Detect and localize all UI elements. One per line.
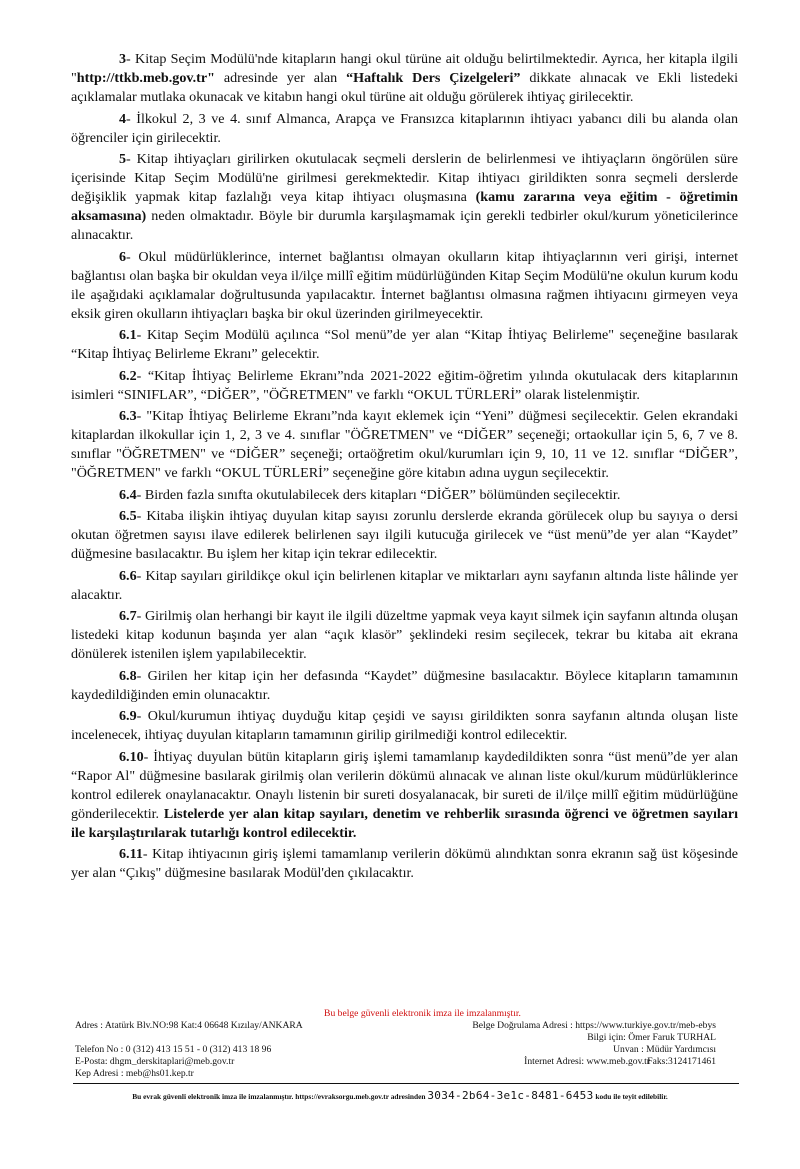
paragraph [71,50,738,107]
paragraph [71,326,738,364]
paragraph-text: - “Kitap İhtiyaç Belirleme Ekranı”nda 2021-2022 eğitim-öğretim yılında okutulacak ders kitaplarının isimleri “SINIFLAR”, “DİĞER”, "ÖĞRETMEN" ve farklı “OKUL TÜRLERİ” olarak listelenmiştir. [71,367,738,403]
paragraph-text: - "Kitap İhtiyaç Belirleme Ekranı”nda kayıt eklemek için “Yeni” düğmesi seçilecektir. Gelen ekrandaki kitaplardan ilkokullar için 1, 2, 3 ve 4. sınıflar "ÖĞRETMEN" ve “DİĞER” seçeneği; ortaokullar için 5, 6, 7 ve 8. sınıflar "ÖĞRETMEN" ve “DİĞER” seçeneği; ortaöğretim okul/kurumları için 9, 10, 11 ve 12. sınıflar “DİĞER”, "ÖĞRETMEN" ve farklı “OKUL TÜRLERİ” seçeneğine göre kitabın adına uygun seçilecektir. [71,408,738,481]
paragraph-text: - Okul/kurumun ihtiyaç duyduğu kitap çeşidi ve sayısı girildikten sonra sayfanın altında oluşan liste incelenecek, ihtiyaç duyulan kitapların tamamının girilip girilmediği kontrol edilecektir. [71,708,738,743]
footer-info-contact: Bilgi için: Ömer Faruk TURHAL [587,1032,716,1043]
paragraph-text: - Kitap sayıları girildikçe okul için belirlenen kitaplar ve miktarları aynı sayfanın altında liste hâlinde yer alacaktır. [71,567,738,603]
paragraph-text: dikkate alınacak ve Ekli listedeki açıklamalar mutlaka okunacak ve kitabın hangi okul türüne ait olduğu görülerek ihtiyaç girilecektir. [71,70,738,105]
paragraph-number: 6.9 [119,708,137,724]
paragraph [71,567,738,605]
paragraph-number: 5 [119,151,127,167]
footer-email: E-Posta: dhgm_derskitaplari@meb.gov.tr [75,1056,235,1067]
footer-address: Adres : Atatürk Blv.NO:98 Kat:4 06648 Kızılay/ANKARA [75,1020,303,1031]
paragraph-number: 6.8 [119,667,137,684]
paragraph-text: neden olmaktadır. Böyle bir durumla karşılaşmamak için gerekli tedbirler okul/kurum yöneticilerince alınacaktır. [71,208,738,243]
footer-divider [73,1083,739,1084]
footer-phone: Telefon No : 0 (312) 413 15 51 - 0 (312) 413 18 96 [75,1044,272,1055]
paragraph [71,607,738,664]
footer-internet: İnternet Adresi: www.meb.gov.tr [524,1056,650,1067]
bold-text: http://ttkb.meb.gov.tr" [76,70,215,86]
footer-title: Unvan : Müdür Yardımcısı [613,1044,716,1055]
footer-fax: Faks:3124171461 [647,1056,716,1067]
paragraph-text: - Kitap ihtiyaçları girilirken okutulacak seçmeli derslerin de belirlenmesi ve ihtiyaçların öngörülen süre içerisinde Kitap Seçim Modülü'ne girilmesi gerekmektedir. Kitap ihtiyacı girildikten sonra seçmeli derslerde değişiklik yapmak kitap fazlalığı veya kitap ihtiyacı oluşmasına [71,151,738,205]
paragraph [71,748,738,843]
paragraph [71,486,738,505]
paragraph-number: 6.7 [119,608,137,624]
paragraph-number: 6.10 [119,748,144,765]
bold-text: (kamu zararına veya eğitim - öğretimin aksamasına) [71,189,738,224]
paragraph [71,845,738,883]
paragraph-number: 6.3 [119,408,137,424]
paragraph [71,507,738,564]
paragraph-number: 4 [119,110,127,127]
paragraph [71,110,738,148]
paragraph [71,150,738,245]
verification-code: 3034-2b64-3e1c-8481-6453 [427,1089,594,1102]
paragraph-number: 6.4 [119,486,137,503]
paragraph-text: - Kitap Seçim Modülü'nde kitapların hangi okul türüne ait olduğu belirtilmektedir. Ayrıca, her kitapla ilgili " [71,51,738,86]
paragraph-number: 6.6 [119,567,137,584]
document-footer [71,1008,738,1080]
paragraph-number: 6 [119,248,127,265]
paragraph-text: - Girilen her kitap için her defasında “Kaydet” düğmesine basılacaktır. Böylece kitapların tamamının kaydedildiğinden emin olunacaktır. [71,667,738,703]
paragraph-number: 6.2 [119,367,137,384]
paragraph [71,248,738,324]
paragraph-text: - Birden fazla sınıfta okutulabilecek ders kitapları “DİĞER” bölümünden seçilecektir. [136,486,621,503]
paragraph [71,667,738,705]
paragraph-number: 3 [119,51,127,67]
paragraph-number: 6.1 [119,327,137,343]
signature-notice: Bu belge güvenli elektronik imza ile imzalanmıştır. [324,1008,521,1019]
paragraph-text: adresinde yer alan [214,70,347,86]
paragraph-text: - Kitap ihtiyacının giriş işlemi tamamlanıp verilerin dökümü alındıktan sonra ekranın sağ üst köşesinde yer alan “Çıkış" düğmesine basılarak Modül'den çıkılacaktır. [71,846,738,881]
document-body [71,50,738,886]
verification-prefix: Bu evrak güvenli elektronik imza ile imzalanmıştır. https://evraksorgu.meb.gov.tr adresinden [132,1092,428,1101]
verification-suffix: kodu ile teyit edilebilir. [593,1092,668,1101]
bold-text: “Haftalık Ders Çizelgeleri” [346,70,521,86]
footer-verification-address: Belge Doğrulama Adresi : https://www.turkiye.gov.tr/meb-ebys [472,1020,716,1031]
paragraph-number: 6.5 [119,508,137,524]
paragraph-text: - Kitap Seçim Modülü açılınca “Sol menü”de yer alan “Kitap İhtiyaç Belirleme" seçeneğine basılarak “Kitap İhtiyaç Belirleme Ekranı” gelecektir. [71,327,738,362]
paragraph-text: - Kitaba ilişkin ihtiyaç duyulan kitap sayısı zorunlu derslerde ekranda görülecek olup bu sayıya o dersi okutan öğretmen sayısı ilave edilerek belirlenen sayı ilgili kutucuğa girilecek ve “üst menü”de yer alan “Kaydet” düğmesine basılacaktır. Bu işlem her kitap için tekrar edilecektir. [71,508,738,562]
paragraph [71,707,738,745]
paragraph-text: - Girilmiş olan herhangi bir kayıt ile ilgili düzeltme yapmak veya kayıt silmek için sayfanın altında oluşan listedeki kitap kodunun başında yer alan “açık klasör” şeklindeki resim seçilecek, tekrar bu kitaba ait ekrana dönülerek istenilen işlem yapılabilecektir. [71,608,738,662]
paragraph-number: 6.11 [119,846,143,862]
paragraph-text: - Okul müdürlüklerince, internet bağlantısı olmayan okulların kitap ihtiyaçlarının veri girişi, internet bağlantısı olan başka bir okuldan veya il/ilçe millî eğitim müdürlüğünden Kitap Seçim Modülü'ne okulun kurum kodu ile aşağıdaki açıklamalar doğrultusunda yapılacaktır. İnternet bağlantısı olmasına rağmen ihtiyacını girmeyen veya eksik giren okulların ihtiyaçları başka bir okul üzerinden girilmeyecektir. [71,248,738,322]
verification-line [0,1089,800,1102]
paragraph-text: - İhtiyaç duyulan bütün kitapların giriş işlemi tamamlanıp kaydedildikten sonra “üst menü”de yer alan “Rapor Al" düğmesine basılarak girilmiş olan verilerin dökümü alınacak ve alınan liste okul/kurum müdürlüklerince kontrol edilerek onaylanacaktır. Onaylı listenin bir sureti dosyalanacak, bir sureti de il/ilçe millî eğitim müdürlüğüne gönderilecektir. [71,748,738,822]
paragraph-text: - İlkokul 2, 3 ve 4. sınıf Almanca, Arapça ve Fransızca kitaplarının ihtiyacı yabancı dili bu alanda olan öğrenciler için girilecektir. [71,110,738,146]
footer-kep: Kep Adresi : meb@hs01.kep.tr [75,1068,194,1079]
paragraph [71,407,738,483]
paragraph [71,367,738,405]
bold-text: Listelerde yer alan kitap sayıları, denetim ve rehberlik sırasında öğrenci ve öğretmen sayıları ile karşılaştırılarak tutarlığı kontrol edilecektir. [71,805,738,841]
